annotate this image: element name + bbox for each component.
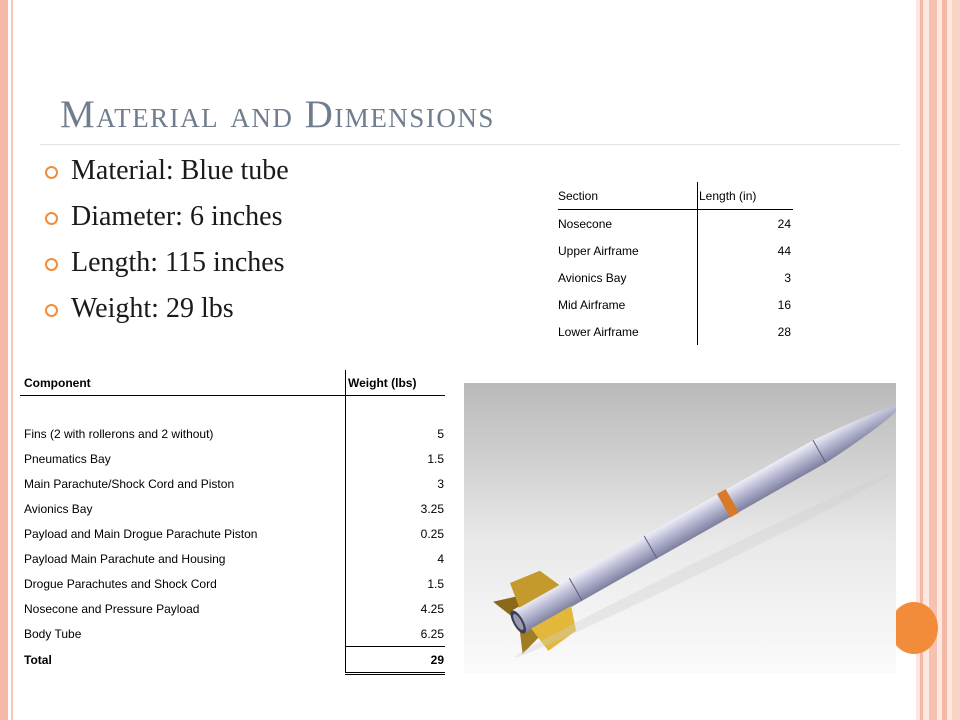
bullet-item [44,242,289,288]
component-name: Body Tube [24,626,82,641]
bullet-text: Diameter: 6 inches [71,201,283,232]
table-total-row [20,647,445,674]
total-label: Total [24,653,52,667]
component-name: Pneumatics Bay [24,451,111,466]
section-name: Avionics Bay [558,270,627,285]
table-row [20,421,445,446]
table-row [20,446,445,471]
table-row [20,571,445,596]
slide-frame-left [0,0,8,720]
rocket-render-icon [464,383,896,673]
component-weight: 0.25 [346,521,446,546]
section-length: 44 [698,237,794,264]
component-weight: 4.25 [346,596,446,621]
component-name: Drogue Parachutes and Shock Cord [24,576,217,591]
component-name: Fins (2 with rollerons and 2 without) [24,426,214,441]
section-length: 28 [698,318,794,345]
component-name: Main Parachute/Shock Cord and Piston [24,476,235,491]
section-length: 24 [698,210,794,238]
column-header-length: Length (in) [698,182,794,210]
component-weight: 1.5 [346,571,446,596]
component-name: Avionics Bay [24,501,93,516]
bullet-list [44,150,289,334]
table-row [20,521,445,546]
slide-title: Material and Dimensions [60,93,495,136]
table-row [558,210,793,238]
component-weight: 6.25 [346,621,446,647]
bullet-item [44,288,289,334]
bullet-ring-icon [45,304,58,317]
bullet-ring-icon [45,258,58,271]
section-length-table [558,182,793,345]
component-name: Nosecone and Pressure Payload [24,601,200,616]
table-row [20,621,445,647]
accent-circle [890,602,938,654]
title-divider [40,144,900,145]
table-row [558,318,793,345]
component-name: Payload Main Parachute and Housing [24,551,226,566]
table-row [20,546,445,571]
section-length: 16 [698,291,794,318]
table-row [558,291,793,318]
table-row [20,471,445,496]
component-weight: 5 [346,421,446,446]
bullet-text: Weight: 29 lbs [71,293,234,324]
table-row [20,496,445,521]
component-name: Payload and Main Drogue Parachute Piston [24,526,258,541]
component-weight: 4 [346,546,446,571]
component-weight-table [20,370,445,675]
section-name: Upper Airframe [558,243,639,258]
table-header-row [558,182,793,210]
component-weight: 1.5 [346,446,446,471]
total-weight: 29 [346,647,446,674]
section-name: Lower Airframe [558,324,639,339]
bullet-text: Material: Blue tube [71,155,289,186]
column-header-weight: Weight (lbs) [346,370,446,396]
section-name: Mid Airframe [558,297,626,312]
bullet-text: Length: 115 inches [71,247,285,278]
bullet-ring-icon [45,212,58,225]
column-header-component: Component [20,370,346,396]
table-row [20,596,445,621]
table-spacer-row [20,396,445,422]
table-header-row [20,370,445,396]
bullet-item [44,150,289,196]
bullet-item [44,196,289,242]
table-row [558,264,793,291]
table-row [558,237,793,264]
section-length: 3 [698,264,794,291]
slide-frame-left-line [11,0,13,720]
bullet-ring-icon [45,166,58,179]
section-name: Nosecone [558,216,613,231]
column-header-section: Section [558,182,698,210]
component-weight: 3 [346,471,446,496]
component-weight: 3.25 [346,496,446,521]
